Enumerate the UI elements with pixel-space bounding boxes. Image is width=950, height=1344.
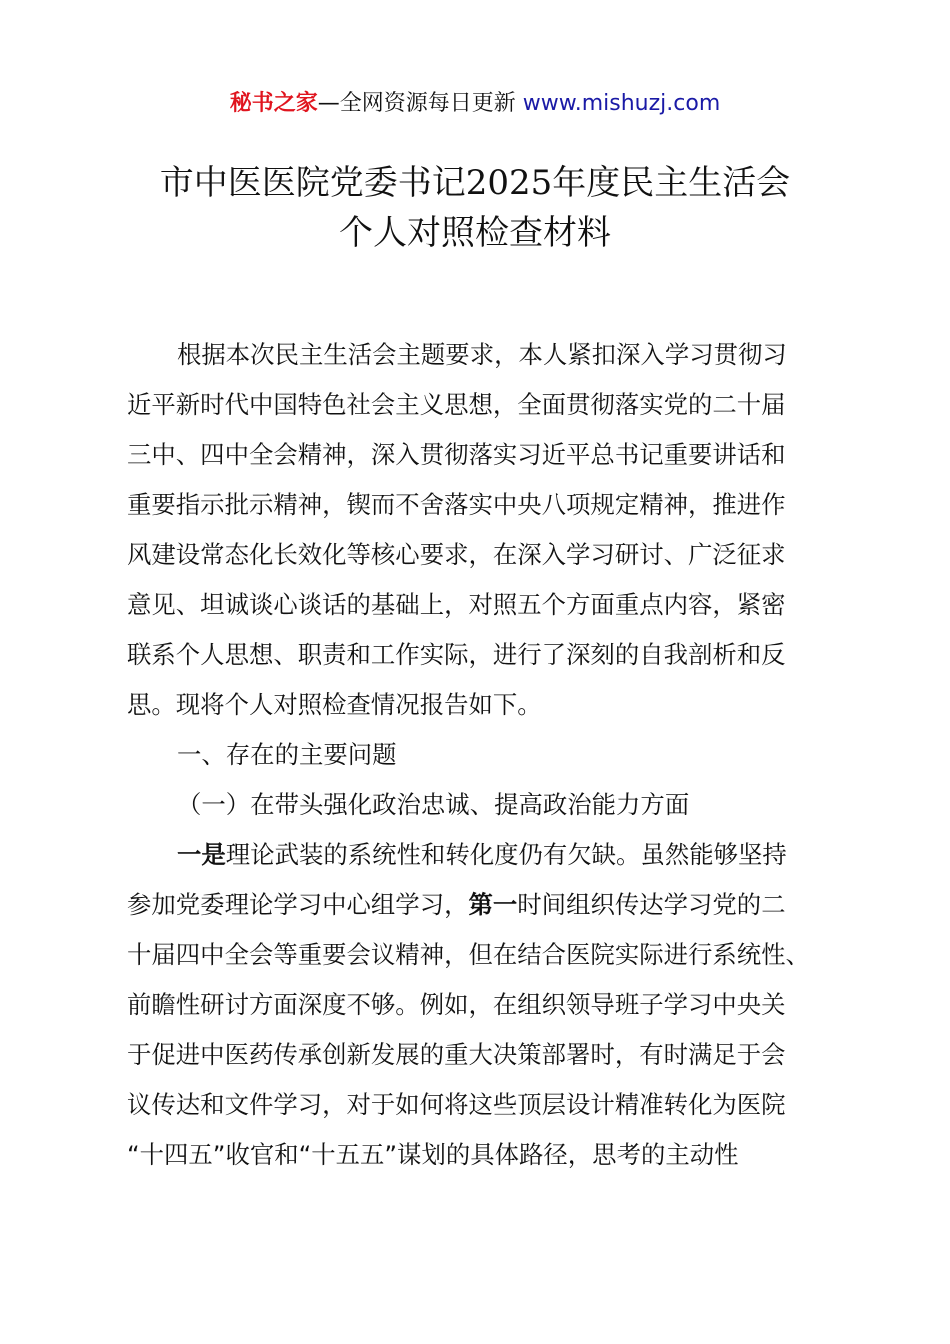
intro-line: 根据本次民主生活会主题要求，本人紧扣深入学习贯彻习 — [177, 340, 787, 369]
point-line: 前瞻性研讨方面深度不够。例如，在组织领导班子学习中央关 — [127, 990, 786, 1019]
point-line-text: 参加党委理论学习中心组学习， — [127, 890, 469, 919]
site-header — [0, 88, 950, 120]
point-line: 十届四中全会等重要会议精神，但在结合医院实际进行系统性、 — [127, 940, 810, 969]
site-brand: 秘书之家 — [229, 91, 318, 116]
intro-line: 三中、四中全会精神，深入贯彻落实习近平总书记重要讲话和 — [127, 440, 786, 469]
site-slogan: —全网资源每日更新 — [317, 91, 516, 116]
point-lead-bold: 一是 — [177, 840, 226, 869]
document-body — [127, 330, 833, 1180]
document-title — [0, 158, 950, 258]
title-line-1: 市中医医院党委书记2025年度民主生活会 — [159, 163, 791, 203]
intro-line: 近平新时代中国特色社会主义思想，全面贯彻落实党的二十届 — [127, 390, 786, 419]
intro-line: 风建设常态化长效化等核心要求，在深入学习研讨、广泛征求 — [127, 540, 786, 569]
point-line — [127, 880, 833, 930]
intro-line: 重要指示批示精神，锲而不舍落实中央八项规定精神，推进作 — [127, 490, 786, 519]
intro-line: 意见、坦诚谈心谈话的基础上，对照五个方面重点内容，紧密 — [127, 590, 786, 619]
intro-line: 思。现将个人对照检查情况报告如下。 — [127, 690, 542, 719]
intro-line: 联系个人思想、职责和工作实际，进行了深刻的自我剖析和反 — [127, 640, 786, 669]
point-inline-bold: 第一 — [468, 890, 518, 919]
point-line-text: 理论武装的系统性和转化度仍有欠缺。虽然能够坚持 — [225, 840, 787, 869]
point-line — [127, 830, 833, 880]
point-line: 议传达和文件学习，对于如何将这些顶层设计精准转化为医院 — [127, 1090, 786, 1119]
site-url-link[interactable]: www.mishuzj.com — [522, 91, 721, 116]
title-line-2: 个人对照检查材料 — [339, 213, 611, 253]
section-heading: 一、存在的主要问题 — [177, 740, 397, 769]
point-line: 于促进中医药传承创新发展的重大决策部署时，有时满足于会 — [127, 1040, 786, 1069]
point-line-text: 时间组织传达学习党的二 — [517, 890, 786, 919]
subsection-heading: （一）在带头强化政治忠诚、提高政治能力方面 — [177, 790, 690, 819]
point-line: “十四五”收官和“十五五”谋划的具体路径，思考的主动性 — [127, 1140, 739, 1169]
